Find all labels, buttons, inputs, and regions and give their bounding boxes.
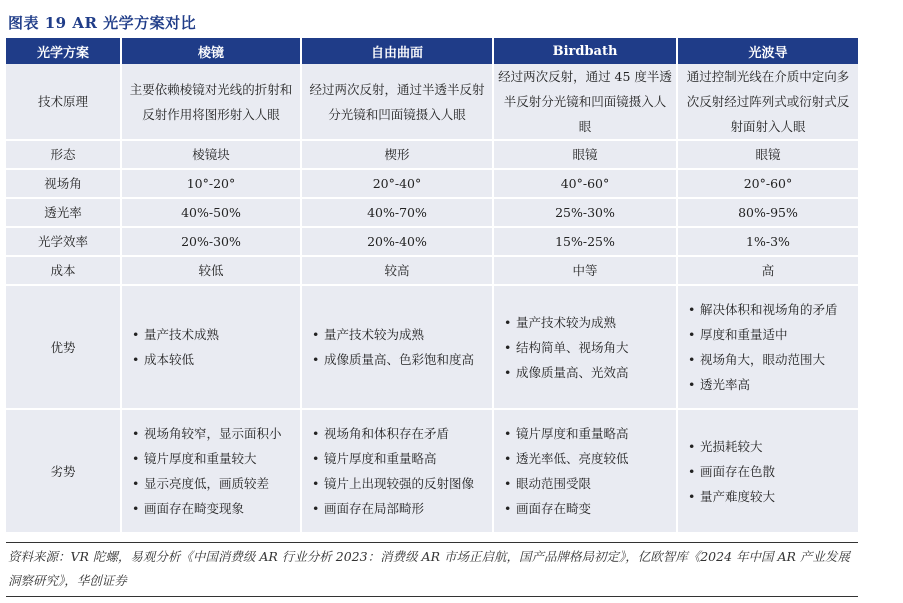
disadvantages-row [6,409,858,533]
bullet-item: • 镜片厚度和重量较大 [132,446,296,471]
table-cell: 40°-60° [493,169,677,198]
bullet-item: • 解决体积和视场角的矛盾 [688,297,854,322]
bullet-list [682,434,854,509]
table-cell [677,409,858,533]
row-label: 优势 [6,285,121,409]
bullet-list [498,421,672,521]
bullet-item: • 眼动范围受限 [504,471,672,496]
table-row [6,169,858,198]
figure-caption: 图表 19 AR 光学方案对比 [8,14,197,32]
bullet-list [126,421,296,521]
bullet-list [306,421,488,521]
bullet-item: • 视场角大，眼动范围大 [688,347,854,372]
table-cell [121,285,301,409]
table-cell: 20°-40° [301,169,493,198]
bullet-item: • 量产技术较为成熟 [312,322,488,347]
table-cell: 较低 [121,256,301,285]
row-label: 形态 [6,140,121,169]
table-cell: 25%-30% [493,198,677,227]
header-cell: 光学方案 [6,38,121,64]
row-label: 视场角 [6,169,121,198]
header-cell: 光波导 [677,38,858,64]
bullet-item: • 成本较低 [132,347,296,372]
bottom-divider [6,596,858,597]
table-cell [677,285,858,409]
table-cell: 80%-95% [677,198,858,227]
source-divider [6,542,858,543]
row-label: 劣势 [6,409,121,533]
bullet-list [126,322,296,372]
row-label: 技术原理 [6,64,121,140]
bullet-item: • 画面存在畸变现象 [132,496,296,521]
table-cell: 经过两次反射，通过 45 度半透半反射分光镜和凹面镜摄入人眼 [493,64,677,140]
table-cell: 20%-40% [301,227,493,256]
table-cell: 15%-25% [493,227,677,256]
table-cell [301,409,493,533]
table-cell [493,285,677,409]
bullet-list [682,297,854,397]
bullet-item: • 显示亮度低，画质较差 [132,471,296,496]
table-cell: 20%-30% [121,227,301,256]
advantages-row [6,285,858,409]
table-row [6,256,858,285]
table-row [6,227,858,256]
table-cell: 20°-60° [677,169,858,198]
table-cell: 40%-50% [121,198,301,227]
table-cell: 1%-3% [677,227,858,256]
table-cell: 眼镜 [677,140,858,169]
bullet-list [498,310,672,385]
bullet-item: • 画面存在畸变 [504,496,672,521]
header-cell: 自由曲面 [301,38,493,64]
table-row [6,140,858,169]
bullet-item: • 镜片厚度和重量略高 [312,446,488,471]
table-row [6,64,858,140]
bullet-item: • 视场角较窄，显示面积小 [132,421,296,446]
bullet-item: • 透光率低、亮度较低 [504,446,672,471]
bullet-item: • 结构简单、视场角大 [504,335,672,360]
table-cell: 10°-20° [121,169,301,198]
row-label: 成本 [6,256,121,285]
header-cell: Birdbath [493,38,677,64]
table-cell: 中等 [493,256,677,285]
bullet-item: • 厚度和重量适中 [688,322,854,347]
table-cell: 经过两次反射，通过半透半反射分光镜和凹面镜摄入人眼 [301,64,493,140]
bullet-item: • 画面存在局部畸形 [312,496,488,521]
bullet-item: • 镜片厚度和重量略高 [504,421,672,446]
bullet-list [306,322,488,372]
bullet-item: • 量产技术较为成熟 [504,310,672,335]
bullet-item: • 成像质量高、光效高 [504,360,672,385]
table-cell [493,409,677,533]
bullet-item: • 透光率高 [688,372,854,397]
table-cell [121,409,301,533]
table-cell: 棱镜块 [121,140,301,169]
source-note: 资料来源：VR 陀螺，易观分析《中国消费级 AR 行业分析 2023：消费级 AR 市场正启航，国产品牌格局初定》，亿欧智库《2024 年中国 AR 产业发展洞察研究》，华创证券 [8,549,850,588]
bullet-item: • 视场角和体积存在矛盾 [312,421,488,446]
bullet-item: • 成像质量高、色彩饱和度高 [312,347,488,372]
header-row [6,38,858,64]
table-row [6,198,858,227]
table-cell: 通过控制光线在介质中定向多次反射经过阵列式或衍射式反射面射入人眼 [677,64,858,140]
table-cell: 楔形 [301,140,493,169]
row-label: 光学效率 [6,227,121,256]
table-cell: 主要依赖棱镜对光线的折射和反射作用将图形射入人眼 [121,64,301,140]
header-cell: 棱镜 [121,38,301,64]
comparison-table [6,38,858,534]
bullet-item: • 光损耗较大 [688,434,854,459]
table-cell: 40%-70% [301,198,493,227]
table-cell [301,285,493,409]
table-cell: 眼镜 [493,140,677,169]
bullet-item: • 量产难度较大 [688,484,854,509]
bullet-item: • 镜片上出现较强的反射图像 [312,471,488,496]
bullet-item: • 量产技术成熟 [132,322,296,347]
bullet-item: • 画面存在色散 [688,459,854,484]
row-label: 透光率 [6,198,121,227]
table-cell: 较高 [301,256,493,285]
table-cell: 高 [677,256,858,285]
